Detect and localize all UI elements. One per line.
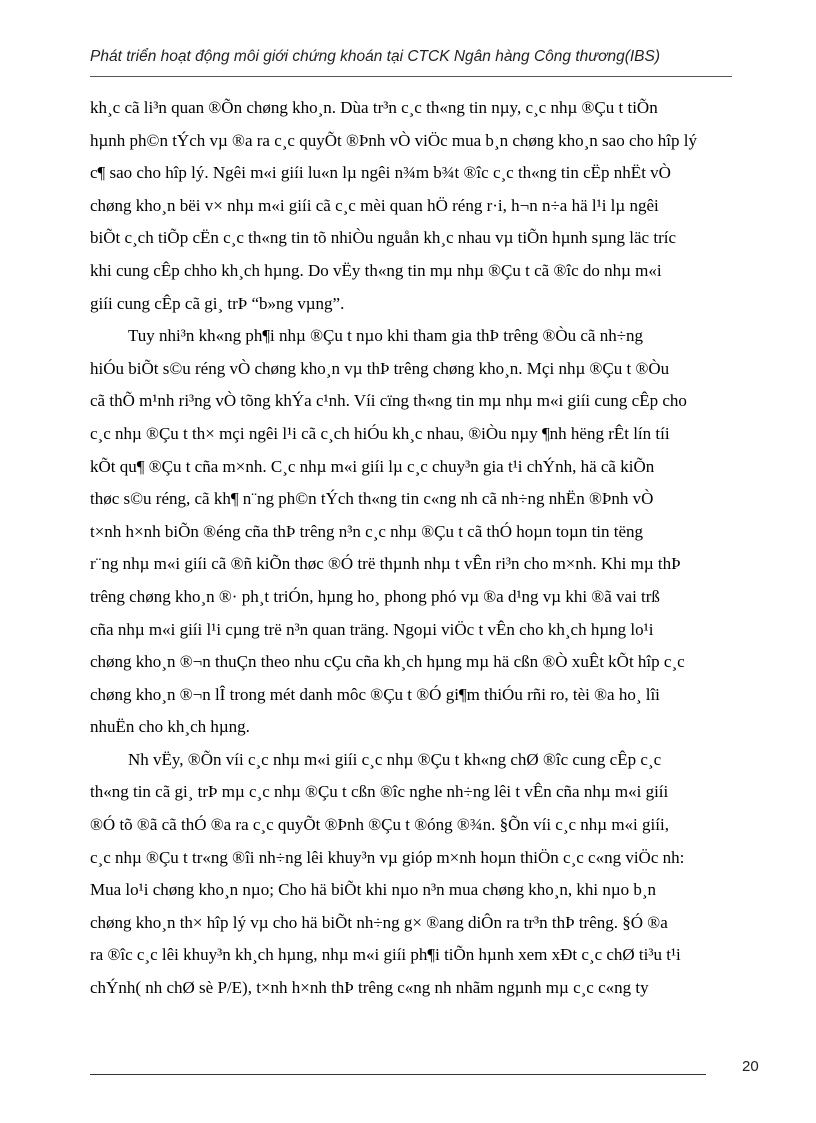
text-line: chøng kho¸n bëi v× nhµ m«i giíi cã c¸c mèi quan hÖ réng r·i, h¬n n÷a hä l¹i lµ ngêi (90, 195, 659, 215)
text-line: thøc s©u réng, cã kh¶ n¨ng ph©n tÝch th«ng tin c«ng nh cã nh÷ng nhËn ®Þnh vÒ (90, 489, 654, 509)
paragraph-2 (90, 320, 766, 744)
text-line: cã thÕ m¹nh ri³ng vÒ tõng khÝa c¹nh. Víi cïng th«ng tin mµ nhµ m«i giíi cung cÊp cho (90, 391, 687, 411)
text-line: c¶ sao cho hîp lý. Ngêi m«i giíi lu«n lµ ngêi n¾m b¾t ®îc c¸c th«ng tin cËp nhËt vÒ (90, 163, 671, 183)
running-header: Phát triển hoạt động môi giới chứng khoán tại CTCK Ngân hàng Công thương(IBS) (90, 48, 661, 65)
footer-divider (90, 1074, 706, 1075)
page-number: 20 (742, 1058, 759, 1075)
text-line: chøng kho¸n ®¬n lÎ trong mét danh môc ®Çu t ®Ó gi¶m thiÓu rñi ro, tèi ®a ho¸ lîi (90, 684, 660, 704)
text-line: Tuy nhi³n kh«ng ph¶i nhµ ®Çu t nµo khi tham gia thÞ trêng ®Òu cã nh÷ng (128, 326, 644, 346)
header-divider (90, 76, 732, 77)
text-line: c¸c nhµ ®Çu t tr«ng ®îi nh÷ng lêi khuy³n vµ gióp m×nh hoµn thiÖn c¸c c«ng viÖc nh: (90, 847, 685, 867)
text-line: biÕt c¸ch tiÕp cËn c¸c th«ng tin tõ nhiÒu nguån kh¸c nhau vµ tiÕn hµnh sµng läc tríc (90, 228, 677, 248)
paragraph-3 (90, 744, 766, 1005)
text-line: th«ng tin cã gi¸ trÞ mµ c¸c nhµ ®Çu t cßn ®îc nghe nh÷ng lêi t vÊn cña nhµ m«i giíi (90, 782, 669, 802)
text-line: khi cung cÊp chho kh¸ch hµng. Do vËy th«ng tin mµ nhµ ®Çu t cã ®îc do nhµ m«i (90, 260, 662, 280)
text-line: chøng kho¸n ®¬n thuÇn theo nhu cÇu cña kh¸ch hµng mµ hä cßn ®Ò xuÊt kÕt hîp c¸c (90, 652, 685, 672)
paragraph-1 (90, 92, 766, 320)
text-line: ®Ó tõ ®ã cã thÓ ®a ra c¸c quyÕt ®Þnh ®Çu t ®óng ®¾n. §Õn víi c¸c nhµ m«i giíi, (90, 815, 669, 835)
text-line: chÝnh( nh chØ sè P/E), t×nh h×nh thÞ trêng c«ng nh nhãm ngµnh mµ c¸c c«ng ty (90, 978, 649, 998)
text-line: kh¸c cã li³n quan ®Õn chøng kho¸n. Dùa tr³n c¸c th«ng tin nµy, c¸c nhµ ®Çu t tiÕn (90, 98, 658, 117)
text-line: hµnh ph©n tÝch vµ ®a ra c¸c quyÕt ®Þnh vÒ viÖc mua b¸n chøng kho¸n sao cho hîp lý (90, 130, 697, 150)
text-line: kÕt qu¶ ®Çu t cña m×nh. C¸c nhµ m«i giíi lµ c¸c chuy³n gia t¹i chÝnh, hä cã kiÕn (90, 456, 655, 476)
text-line: hiÓu biÕt s©u réng vÒ chøng kho¸n vµ thÞ trêng chøng kho¸n. Mçi nhµ ®Çu t ®Òu (90, 358, 670, 378)
body-text (90, 92, 766, 1005)
text-line: trêng chøng kho¸n ®· ph¸t triÓn, hµng ho¸ phong phó vµ ®a d¹ng vµ khi ®ã vai trß (90, 586, 660, 606)
text-line: Mua lo¹i chøng kho¸n nµo; Cho hä biÕt khi nµo n³n mua chøng kho¸n, khi nµo b¸n (90, 880, 657, 900)
text-line: r¨ng nhµ m«i giíi cã ®ñ kiÕn thøc ®Ó trë thµnh nhµ t vÊn ri³n cho m×nh. Khi mµ thÞ (90, 554, 681, 574)
text-line: nhuËn cho kh¸ch hµng. (90, 717, 250, 737)
text-line: c¸c nhµ ®Çu t th× mçi ngêi l¹i cã c¸ch hiÓu kh¸c nhau, ®iÒu nµy ¶nh hëng rÊt lín tíi (90, 423, 670, 443)
text-line: chøng kho¸n th× hîp lý vµ cho hä biÕt nh÷ng g× ®ang diÔn ra tr³n thÞ trêng. §Ó ®a (90, 912, 668, 932)
text-line: t×nh h×nh biÕn ®éng cña thÞ trêng n³n c¸c nhµ ®Çu t cã thÓ hoµn toµn tin tëng (90, 521, 644, 541)
text-line: giíi cung cÊp cã gi¸ trÞ “b»ng vµng”. (90, 293, 345, 313)
text-line: ra ®îc c¸c lêi khuy³n kh¸ch hµng, nhµ m«i giíi ph¶i tiÕn hµnh xem xÐt c¸c chØ ti³u t¹i (90, 945, 681, 965)
text-line: cña nhµ m«i giíi l¹i cµng trë n³n quan träng. Ngoµi viÖc t vÊn cho kh¸ch hµng lo¹i (90, 619, 654, 639)
text-line: Nh vËy, ®Õn víi c¸c nhµ m«i giíi c¸c nhµ ®Çu t kh«ng chØ ®îc cung cÊp c¸c (128, 749, 662, 769)
